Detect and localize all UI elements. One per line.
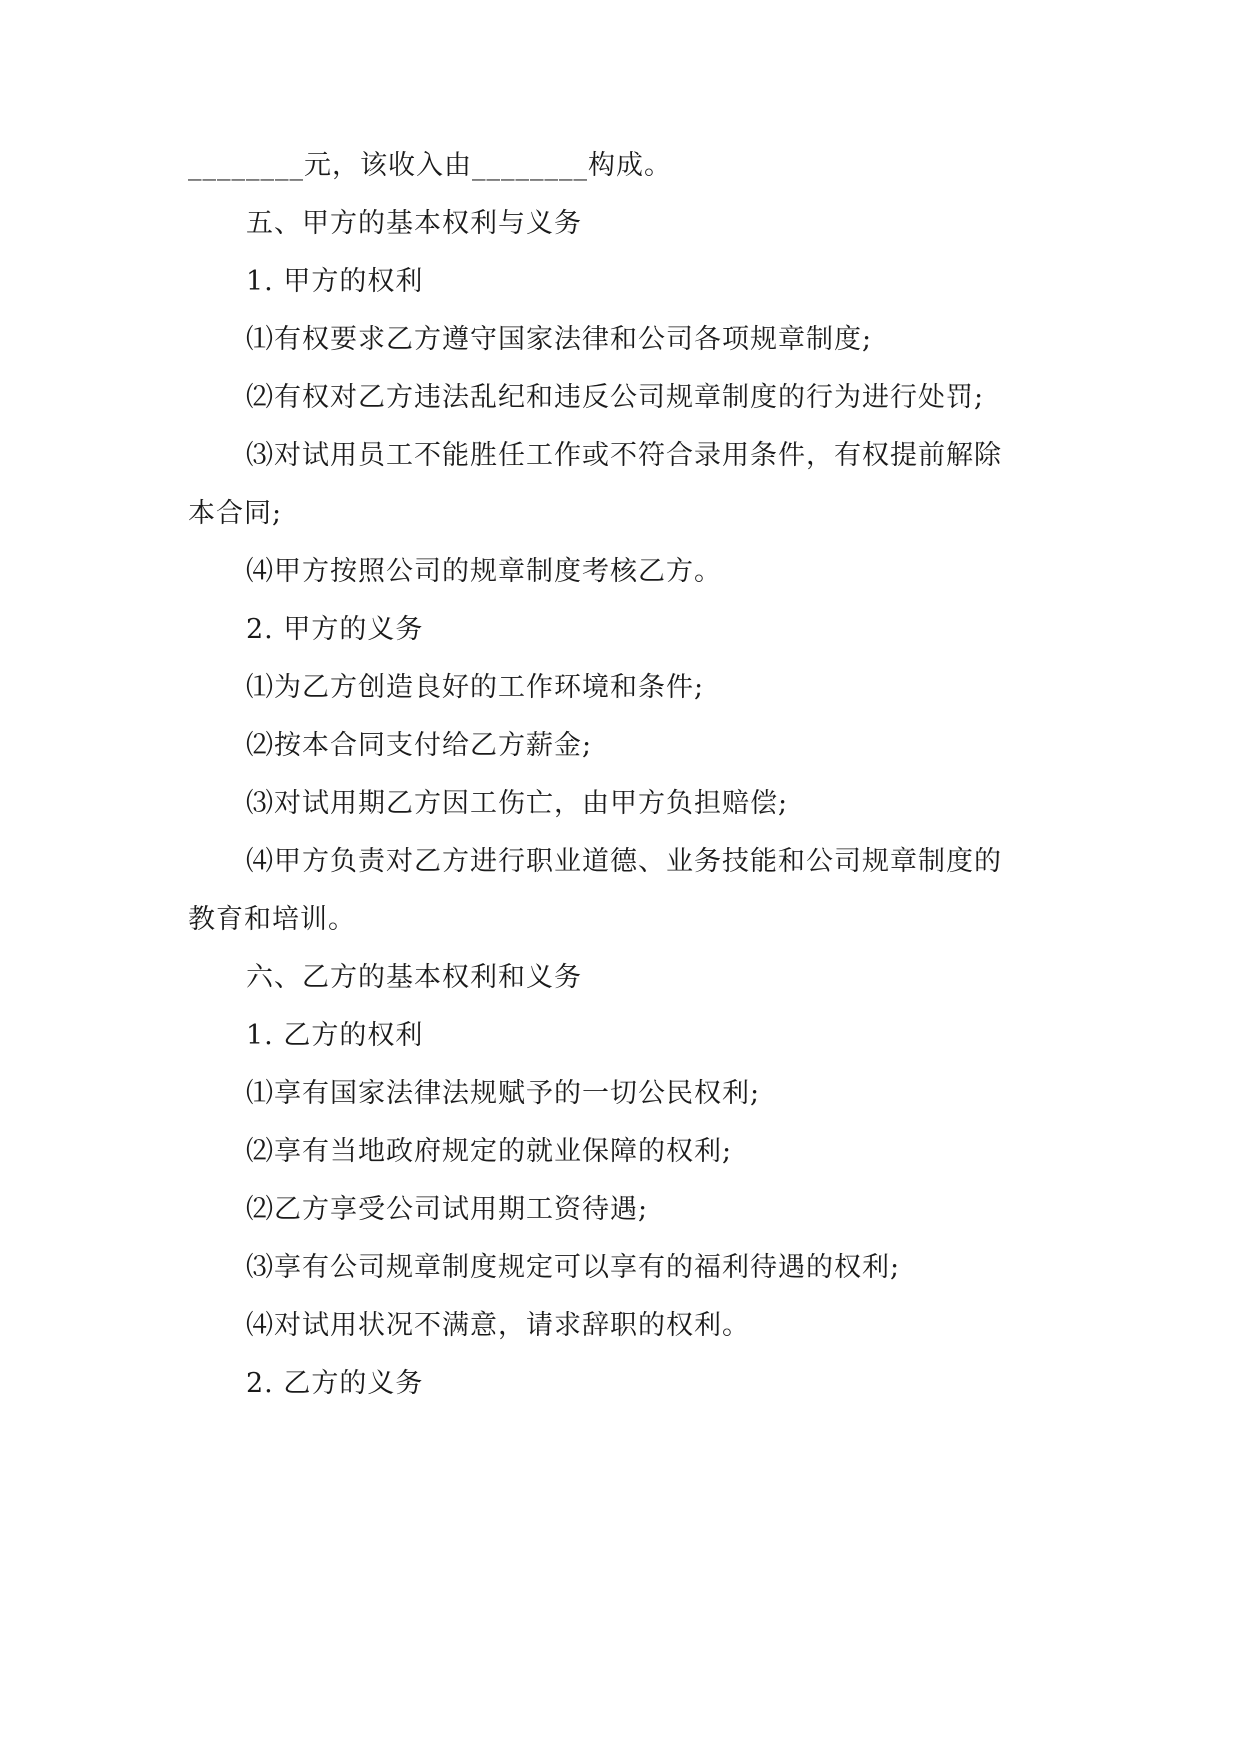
subheading-party-a-obligations: 2. 甲方的义务 [246, 614, 424, 645]
subheading-party-b-rights: 1. 乙方的权利 [246, 1020, 424, 1051]
list-item: ⑶对试用期乙方因工伤亡，由甲方负担赔偿; [246, 788, 789, 819]
list-item-continuation: 教育和培训。 [188, 904, 356, 935]
list-item: ⑷甲方负责对乙方进行职业道德、业务技能和公司规章制度的 [246, 846, 1002, 877]
list-item: ⑴为乙方创造良好的工作环境和条件; [246, 672, 705, 703]
line-salary-composition: ________元，该收入由________构成。 [188, 150, 672, 181]
subheading-party-a-rights: 1. 甲方的权利 [246, 266, 424, 297]
list-item: ⑵有权对乙方违法乱纪和违反公司规章制度的行为进行处罚; [246, 382, 985, 413]
list-item-continuation: 本合同; [188, 498, 283, 529]
list-item: ⑵享有当地政府规定的就业保障的权利; [246, 1136, 733, 1167]
subheading-party-b-obligations: 2. 乙方的义务 [246, 1368, 424, 1399]
list-item: ⑷甲方按照公司的规章制度考核乙方。 [246, 556, 722, 587]
list-item: ⑶对试用员工不能胜任工作或不符合录用条件，有权提前解除 [246, 440, 1002, 471]
list-item: ⑵按本合同支付给乙方薪金; [246, 730, 593, 761]
list-item: ⑵乙方享受公司试用期工资待遇; [246, 1194, 649, 1225]
list-item: ⑴有权要求乙方遵守国家法律和公司各项规章制度; [246, 324, 873, 355]
list-item: ⑷对试用状况不满意，请求辞职的权利。 [246, 1310, 750, 1341]
section-heading-party-b: 六、乙方的基本权利和义务 [246, 962, 582, 993]
section-heading-party-a: 五、甲方的基本权利与义务 [246, 208, 582, 239]
list-item: ⑶享有公司规章制度规定可以享有的福利待遇的权利; [246, 1252, 901, 1283]
list-item: ⑴享有国家法律法规赋予的一切公民权利; [246, 1078, 761, 1109]
